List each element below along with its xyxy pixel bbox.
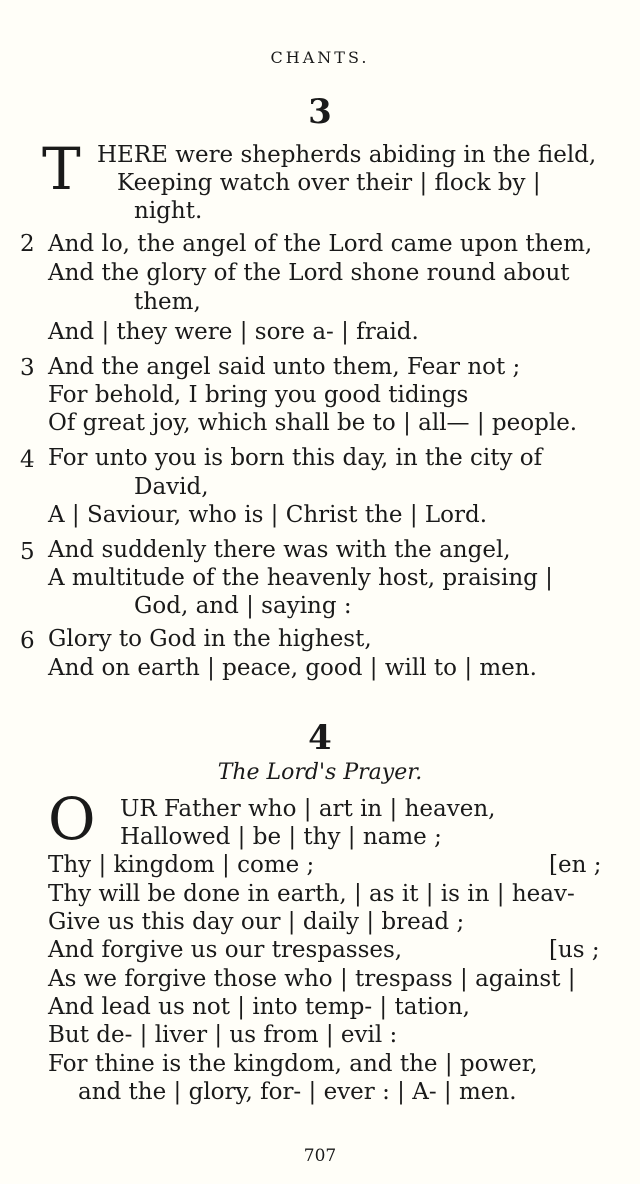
chant3-line-14: And suddenly there was with the angel, — [48, 537, 511, 563]
chant-number-3: 3 — [308, 92, 332, 132]
chant3-line-6: them, — [134, 289, 201, 315]
chant4-line-1: UR Father who | art in | heaven, — [120, 796, 496, 822]
chant3-line-17: Glory to God in the highest, — [48, 626, 372, 652]
page-number: 707 — [303, 1146, 337, 1166]
chant3-line-3: night. — [134, 198, 203, 224]
chant3-line-1: HERE were shepherds abiding in the field, — [97, 142, 597, 168]
chant4-line-4: Thy will be done in earth, | as it | is in | heav- — [48, 881, 575, 907]
chant3-line-16: God, and | saying : — [134, 593, 352, 619]
chant3-line-15: A multitude of the heavenly host, praising | — [48, 565, 553, 591]
verse-number-2: 2 — [20, 231, 35, 257]
chant3-line-8: And the angel said unto them, Fear not ; — [48, 354, 521, 380]
chant3-line-18: And on earth | peace, good | will to | men. — [48, 655, 537, 681]
chant4-line-8: And lead us not | into temp- | tation, — [48, 994, 470, 1020]
chant3-line-10: Of great joy, which shall be to | all— | people. — [48, 410, 578, 436]
chant3-line-7: And | they were | sore a- | fraid. — [48, 319, 419, 345]
chant4-line-2: Hallowed | be | thy | name ; — [120, 824, 442, 850]
chant3-line-5: And the glory of the Lord shone round about — [48, 260, 570, 286]
chant4-line-3: Thy | kingdom | come ; — [48, 852, 315, 878]
verse-number-3: 3 — [20, 355, 35, 381]
chant3-line-11: For unto you is born this day, in the city of — [48, 445, 543, 471]
chant3-line-4: And lo, the angel of the Lord came upon them, — [48, 231, 593, 257]
chant3-line-2: Keeping watch over their | flock by | — [117, 170, 541, 196]
chant3-line-13: A | Saviour, who is | Christ the | Lord. — [48, 502, 488, 528]
verse-number-4: 4 — [20, 447, 35, 473]
chant4-line-11: and the | glory, for- | ever : | A- | men. — [78, 1079, 517, 1105]
drop-cap-o: O — [48, 785, 96, 853]
running-header: CHANTS. — [270, 48, 370, 67]
chant4-line-5: Give us this day our | daily | bread ; — [48, 909, 465, 935]
chant4-line-6: And forgive us our trespasses, — [48, 937, 403, 963]
drop-cap-t: T — [42, 135, 81, 203]
chant4-bracket-us: [us ; — [549, 937, 600, 963]
chant4-bracket-en: [en ; — [549, 852, 602, 878]
chant4-line-9: But de- | liver | us from | evil : — [48, 1022, 398, 1048]
chant-number-4: 4 — [308, 718, 332, 758]
chant3-line-9: For behold, I bring you good tidings — [48, 382, 469, 408]
verse-number-5: 5 — [20, 539, 35, 565]
chant3-line-12: David, — [134, 474, 209, 500]
chant4-line-7: As we forgive those who | trespass | against | — [48, 966, 576, 992]
chant-title: The Lord's Prayer. — [217, 760, 423, 785]
chant4-line-10: For thine is the kingdom, and the | power, — [48, 1051, 538, 1077]
verse-number-6: 6 — [20, 628, 35, 654]
